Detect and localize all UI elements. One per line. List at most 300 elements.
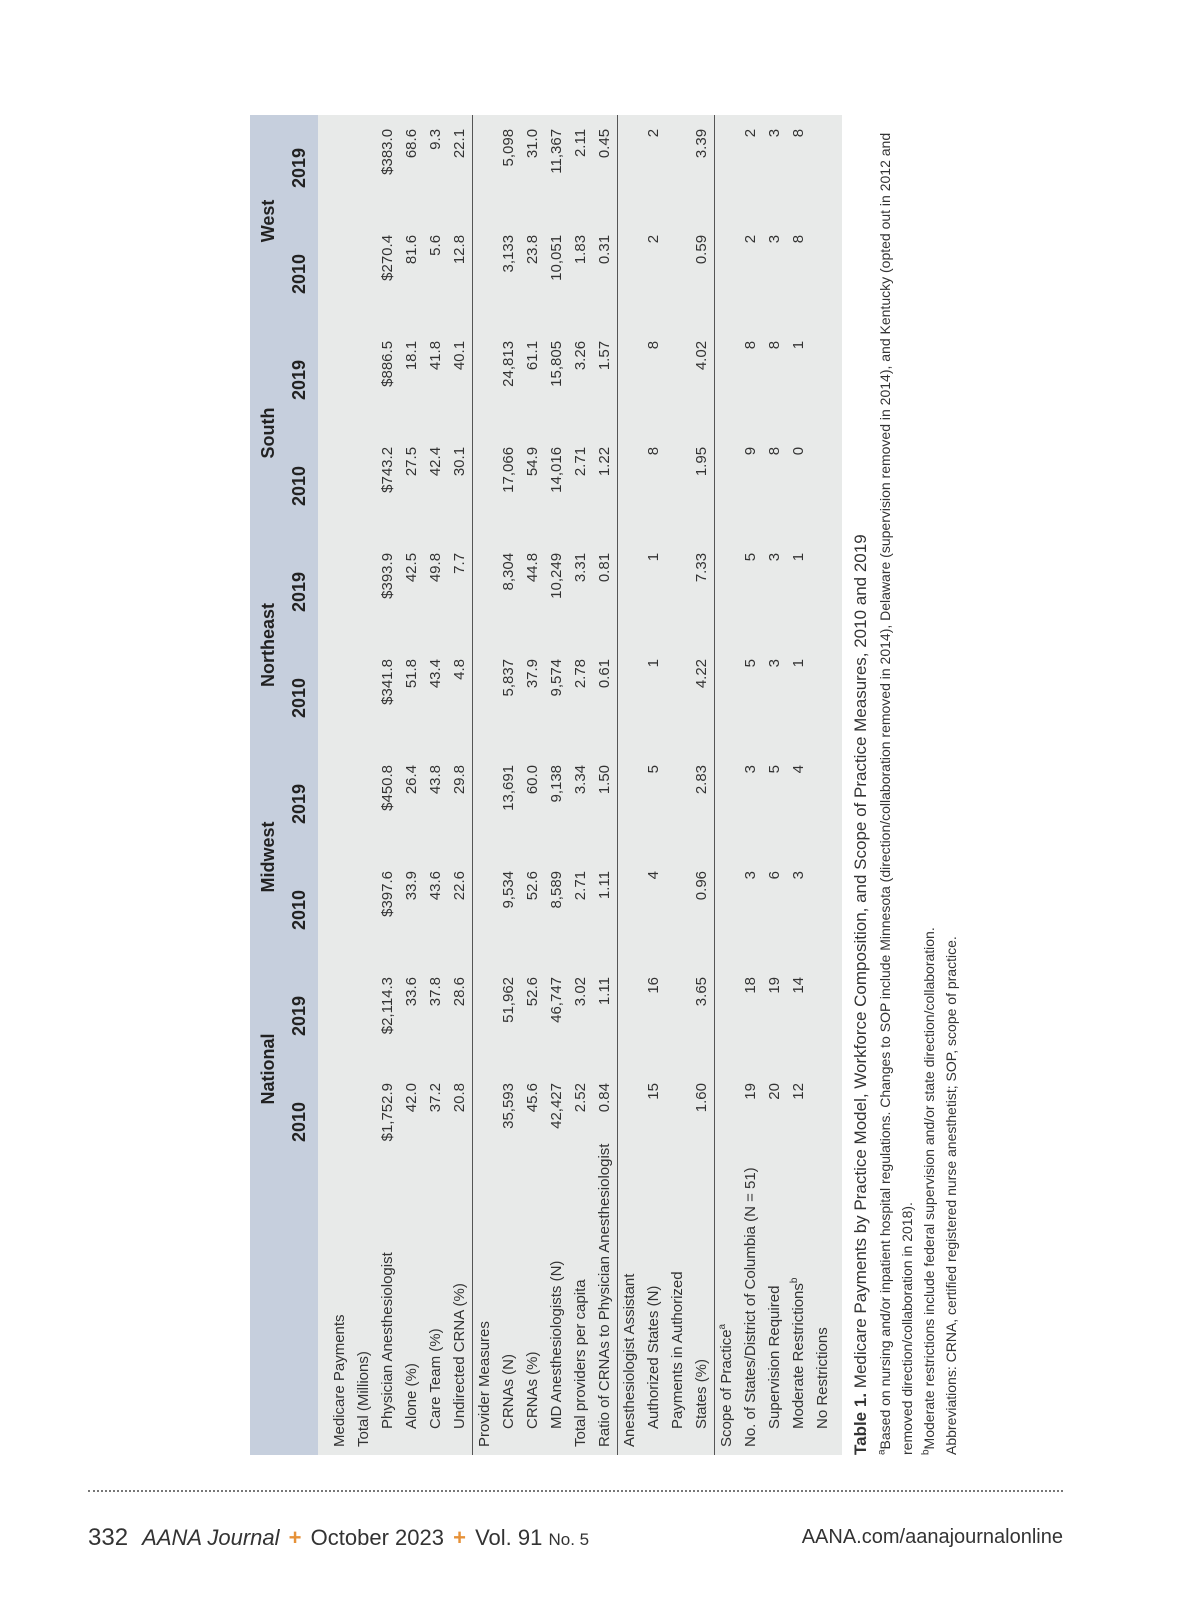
table-cell: 12.8 (451, 234, 468, 265)
table-cell: 2.83 (693, 764, 710, 795)
table-cell: 0.96 (693, 870, 710, 901)
table-cell: 14 (790, 976, 807, 994)
table-cell (473, 115, 498, 221)
table-row (593, 115, 618, 1455)
table-cell: 37.9 (524, 658, 541, 689)
separator-plus: + (288, 1525, 302, 1550)
table-cell: 18 (742, 976, 759, 994)
footer-dotted-divider (88, 1490, 1063, 1492)
table-cell: 1 (790, 552, 807, 562)
row-label (352, 1175, 376, 1455)
table-cell: 5.6 (427, 234, 444, 256)
footnote-a (874, 115, 918, 1455)
table-cell (352, 1069, 376, 1175)
table-cell (715, 963, 740, 1069)
table-cell: 3.26 (572, 340, 589, 371)
table-cell (618, 751, 643, 857)
header-region-northeast: Northeast (250, 539, 283, 751)
table-cell (715, 645, 740, 751)
table-cell (352, 963, 376, 1069)
table-cell: 2.71 (572, 870, 589, 901)
table-row (569, 115, 593, 1455)
table-cell (618, 539, 643, 645)
table-cell (352, 221, 376, 327)
table-cell: 7.7 (451, 552, 468, 574)
table-cell: 1 (790, 340, 807, 350)
table-cell: 5,098 (500, 128, 517, 167)
table-row (424, 115, 448, 1455)
table-cell (328, 751, 352, 857)
table-cell: 10,051 (548, 234, 565, 281)
table-cell: 2 (742, 234, 759, 244)
table-cell: 61.1 (524, 340, 541, 371)
table-cell: 3.31 (572, 552, 589, 583)
table-cell: 35,593 (500, 1083, 517, 1129)
table-number: Table 1. (851, 1392, 870, 1455)
table-cell (328, 433, 352, 539)
table-cell (473, 327, 498, 433)
page-number: 332 (88, 1524, 129, 1551)
table-cell (811, 433, 835, 539)
table-cell: 54.9 (524, 446, 541, 477)
row-label-text: No Restrictions (814, 1327, 831, 1429)
table-cell: 3 (742, 870, 759, 880)
table-row (690, 115, 715, 1455)
table-cell (715, 857, 740, 963)
table-row (739, 115, 763, 1455)
table-cell: 3.02 (572, 976, 589, 1007)
table-cell: 9,138 (548, 764, 565, 803)
table-cell: 42.4 (427, 446, 444, 477)
table-cell: 17,066 (500, 446, 517, 493)
table-cell: 7.33 (693, 552, 710, 583)
row-label (763, 1175, 787, 1455)
table-cell: $886.5 (379, 340, 396, 387)
table-row (473, 115, 498, 1455)
table-cell (618, 857, 643, 963)
table-cell (666, 433, 690, 539)
table-cell (715, 327, 740, 433)
table-cell: 1.50 (596, 764, 613, 795)
table-cell: 30.1 (451, 446, 468, 477)
table-cell (328, 327, 352, 433)
table-cell: 3 (766, 658, 783, 668)
header-years-row (283, 115, 318, 1455)
table-cell: 1.11 (596, 976, 613, 1006)
table-cell: 9.3 (427, 128, 444, 150)
table-cell: 12 (790, 1083, 807, 1100)
table-cell: 11,367 (548, 128, 565, 174)
table-row (328, 115, 352, 1455)
table-cell: 45.6 (524, 1083, 541, 1113)
table-cell (715, 433, 740, 539)
row-label (545, 1175, 569, 1455)
row-label-text: No. of States/District of Columbia (N = 51) (742, 1167, 759, 1447)
table-cell (666, 221, 690, 327)
table-cell: 4.02 (693, 340, 710, 371)
table-cell: 26.4 (403, 764, 420, 795)
table-row (618, 115, 643, 1455)
table-cell (618, 433, 643, 539)
table-cell: 1 (790, 658, 807, 668)
table-cell: 43.4 (427, 658, 444, 689)
table-cell: 4.22 (693, 658, 710, 689)
table-row (666, 115, 690, 1455)
header-year: 2010 (283, 433, 318, 539)
row-label-text: Physician Anesthesiologist (379, 1252, 396, 1429)
footnote-b-marker: b (920, 1449, 932, 1455)
table-cell (473, 857, 498, 963)
footnote-b-text: Moderate restrictions include federal supervision and/or state direction/collaboration. (921, 927, 937, 1450)
table-cell: 2.78 (572, 658, 589, 689)
table-cell: 27.5 (403, 446, 420, 477)
header-year: 2010 (283, 857, 318, 963)
table-cell: 2.71 (572, 446, 589, 477)
table-cell: 0.81 (596, 552, 613, 583)
table-cell: 40.1 (451, 340, 468, 371)
row-label-text: Total providers per capita (572, 1279, 589, 1447)
table-cell: 1.57 (596, 340, 613, 371)
table-cell: 1 (645, 552, 662, 562)
row-label-text: Payments in Authorized (669, 1271, 686, 1429)
table-cell: $450.8 (379, 764, 396, 811)
table-cell: 3 (742, 764, 759, 774)
row-label-text: Anesthesiologist Assistant (621, 1273, 638, 1447)
row-label-text: CRNAs (%) (524, 1351, 541, 1429)
table-row (497, 115, 521, 1455)
table-cell: 3 (766, 128, 783, 138)
table-cell: 9,534 (500, 870, 517, 909)
table-cell (715, 221, 740, 327)
row-label (448, 1175, 473, 1455)
table-cell (352, 115, 376, 221)
table-cell: 24,813 (500, 340, 517, 387)
table-cell: 4 (645, 870, 662, 880)
table-cell: 0.61 (596, 658, 613, 689)
table-cell (473, 963, 498, 1069)
table-cell (352, 433, 376, 539)
table-title: Medicare Payments by Practice Model, Workforce Composition, and Scope of Practice Measures, 2010 and 2019 (851, 534, 870, 1389)
table-cell: 8,304 (500, 552, 517, 591)
table-cell (811, 751, 835, 857)
table-cell: 52.6 (524, 870, 541, 901)
table-cell (618, 115, 643, 221)
table-cell: 23.8 (524, 234, 541, 265)
table-cell (328, 963, 352, 1069)
table-row (400, 115, 424, 1455)
table-cell: 15,805 (548, 340, 565, 387)
table-cell: 5,837 (500, 658, 517, 697)
table-cell: 8 (790, 128, 807, 138)
table-cell (811, 857, 835, 963)
table-cell (352, 645, 376, 751)
table-cell: 4 (790, 764, 807, 774)
separator-plus: + (453, 1525, 466, 1550)
table-cell: 2.11 (572, 128, 589, 158)
row-label-text: Care Team (%) (427, 1328, 444, 1429)
header-blank (250, 1175, 283, 1455)
footnote-a-marker: a (876, 1449, 888, 1455)
row-label-text: States (%) (693, 1358, 710, 1429)
row-label-text: Moderate Restrictions (790, 1283, 807, 1429)
table-cell (666, 327, 690, 433)
footer-citation (88, 1524, 589, 1552)
header-year: 2019 (283, 115, 318, 221)
row-label (618, 1175, 643, 1455)
table-cell: 41.8 (427, 340, 444, 371)
table-cell: $341.8 (379, 658, 396, 705)
row-label (715, 1175, 740, 1455)
abbreviations: Abbreviations: CRNA, certified registered nurse anesthetist; SOP, scope of practice. (943, 936, 959, 1455)
table-cell: 68.6 (403, 128, 420, 159)
table-cell (473, 221, 498, 327)
table-cell (352, 857, 376, 963)
table-cell: 31.0 (524, 128, 541, 159)
header-year: 2010 (283, 221, 318, 327)
table-cell (811, 1069, 835, 1175)
table-cell (811, 645, 835, 751)
table-row (787, 115, 811, 1455)
header-year: 2019 (283, 963, 318, 1069)
table-cell: 8 (766, 446, 783, 456)
table-cell (666, 857, 690, 963)
table-cell: 51.8 (403, 658, 420, 689)
header-year: 2010 (283, 645, 318, 751)
table-cell: 1.95 (693, 446, 710, 477)
table-cell: 46,747 (548, 976, 565, 1023)
table-cell (328, 115, 352, 221)
row-label-text: Provider Measures (476, 1321, 493, 1447)
table-cell (811, 539, 835, 645)
row-label-text: Scope of Practice (718, 1329, 735, 1447)
row-label (328, 1175, 352, 1455)
row-label (497, 1175, 521, 1455)
table-cell: 0.84 (596, 1083, 613, 1113)
table-row (811, 115, 835, 1455)
table-cell: 8 (790, 234, 807, 244)
caption-title-line (850, 115, 872, 1455)
row-label (666, 1175, 690, 1455)
table-cell (811, 115, 835, 221)
table-cell: 15 (645, 1083, 662, 1100)
table-cell (473, 645, 498, 751)
table-cell: 37.2 (427, 1083, 444, 1113)
table-cell: $383.0 (379, 128, 396, 175)
table-cell (473, 1069, 498, 1175)
table-cell: 20.8 (451, 1083, 468, 1113)
table-cell: 81.6 (403, 234, 420, 265)
table-row (352, 115, 376, 1455)
table-cell (618, 1069, 643, 1175)
table-cell: 10,249 (548, 552, 565, 599)
row-label (473, 1175, 498, 1455)
table-cell: 8,589 (548, 870, 565, 909)
row-label (811, 1175, 835, 1455)
table-cell: 51,962 (500, 976, 517, 1023)
table-cell: 42.0 (403, 1083, 420, 1113)
footnote-marker: b (789, 1277, 800, 1284)
table-cell: 19 (742, 1083, 759, 1100)
table-row (715, 115, 740, 1455)
spacer-row (318, 115, 328, 1455)
table-cell: 22.1 (451, 128, 468, 159)
table-cell: 2.52 (572, 1083, 589, 1113)
issue-number: No. 5 (548, 1530, 590, 1549)
table-cell: 3.34 (572, 764, 589, 795)
table-cell: 14,016 (548, 446, 565, 493)
header-year: 2019 (283, 751, 318, 857)
table-cell: 3,133 (500, 234, 517, 273)
table-cell: 8 (766, 340, 783, 350)
table-cell (811, 221, 835, 327)
table-row (763, 115, 787, 1455)
table-cell: 2 (645, 128, 662, 138)
row-label-text: Supervision Required (766, 1285, 783, 1429)
journal-name: AANA Journal (142, 1525, 280, 1550)
table-cell: 1.83 (572, 234, 589, 265)
table-body (318, 115, 835, 1455)
row-label (424, 1175, 448, 1455)
table-cell: 5 (766, 764, 783, 774)
table-cell: 0.31 (596, 234, 613, 265)
table-cell (473, 539, 498, 645)
header-region-national: National (250, 963, 283, 1175)
table-cell: 52.6 (524, 976, 541, 1007)
row-label-text: MD Anesthesiologists (N) (548, 1260, 565, 1429)
table-cell (666, 539, 690, 645)
table-cell: 44.8 (524, 552, 541, 583)
header-year: 2019 (283, 539, 318, 645)
header-region-west: West (250, 115, 283, 327)
row-label (400, 1175, 424, 1455)
table-cell (666, 115, 690, 221)
table-cell: 13,691 (500, 764, 517, 811)
row-label-text: Alone (%) (403, 1363, 420, 1429)
header-region-south: South (250, 327, 283, 539)
table-cell: 42,427 (548, 1083, 565, 1129)
header-blank (283, 1175, 318, 1455)
row-label (569, 1175, 593, 1455)
footnote-marker: a (717, 1323, 728, 1330)
table-cell: 5 (645, 764, 662, 774)
rotated-table-page (250, 115, 959, 1455)
data-table (250, 115, 835, 1455)
table-cell: 22.6 (451, 870, 468, 901)
table-cell (328, 1069, 352, 1175)
table-row (521, 115, 545, 1455)
table-cell: 1 (645, 658, 662, 668)
volume: Vol. 91 (475, 1525, 543, 1550)
row-label-text: Authorized States (N) (645, 1285, 662, 1429)
table-cell (618, 221, 643, 327)
header-region-midwest: Midwest (250, 751, 283, 963)
table-cell (328, 857, 352, 963)
table-cell: 28.6 (451, 976, 468, 1007)
table-cell: 43.8 (427, 764, 444, 795)
row-label-text: Ratio of CRNAs to Physician Anesthesiologist (596, 1143, 613, 1447)
table-cell: 29.8 (451, 764, 468, 795)
row-label (376, 1175, 400, 1455)
table-cell: 33.6 (403, 976, 420, 1007)
table-cell: 3 (766, 552, 783, 562)
table-cell: 8 (645, 340, 662, 350)
table-cell: 0.59 (693, 234, 710, 265)
table-cell: 20 (766, 1083, 783, 1100)
table-cell (352, 751, 376, 857)
table-cell: $743.2 (379, 446, 396, 493)
table-cell: 6 (766, 870, 783, 880)
table-cell (473, 751, 498, 857)
table-cell (715, 115, 740, 221)
table-cell: 33.9 (403, 870, 420, 901)
table-caption (850, 115, 962, 1455)
data-table-container (250, 115, 842, 1455)
footnote-a-text: Based on nursing and/or inpatient hospital regulations. Changes to SOP include Minnesota (direction/collaboration removed in 2014), Delaware (supervision removed in 2014), and Kentucky (opted out in 2012 and removed direction/collaboration in 2018). (877, 132, 915, 1455)
footnote-b (918, 115, 940, 1455)
row-label (787, 1175, 811, 1455)
table-cell: 16 (645, 976, 662, 994)
table-cell: $2,114.3 (379, 976, 396, 1035)
table-cell (811, 327, 835, 433)
table-cell (328, 645, 352, 751)
table-cell (666, 1069, 690, 1175)
table-cell: 2 (742, 128, 759, 138)
table-cell: 0.45 (596, 128, 613, 159)
table-cell (715, 1069, 740, 1175)
table-cell (618, 963, 643, 1069)
table-row (448, 115, 473, 1455)
row-label (690, 1175, 715, 1455)
table-cell (666, 751, 690, 857)
table-cell: 60.0 (524, 764, 541, 795)
header-regions-row (250, 115, 283, 1455)
table-cell: 3.39 (693, 128, 710, 159)
journal-url: AANA.com/aanajournalonline (801, 1526, 1063, 1548)
table-cell: $397.6 (379, 870, 396, 917)
table-cell: 9,574 (548, 658, 565, 697)
row-label (593, 1143, 618, 1455)
table-cell: 18.1 (403, 340, 420, 371)
table-cell (811, 963, 835, 1069)
table-row (642, 115, 666, 1455)
table-cell (715, 539, 740, 645)
table-cell: 49.8 (427, 552, 444, 583)
table-cell (618, 327, 643, 433)
header-year: 2010 (283, 1069, 318, 1175)
table-cell: $1,752.9 (379, 1083, 396, 1142)
table-cell: 0 (790, 446, 807, 456)
row-label-text: Medicare Payments (331, 1314, 348, 1447)
row-label (739, 1167, 763, 1455)
table-row (545, 115, 569, 1455)
table-cell: 8 (742, 340, 759, 350)
table-cell: 19 (766, 976, 783, 994)
table-cell: $393.9 (379, 552, 396, 599)
table-cell: 37.8 (427, 976, 444, 1007)
table-cell: 5 (742, 552, 759, 562)
table-cell (328, 221, 352, 327)
table-row (376, 115, 400, 1455)
table-cell: 3.65 (693, 976, 710, 1007)
table-cell (715, 751, 740, 857)
table-cell: $270.4 (379, 234, 396, 281)
table-cell (352, 539, 376, 645)
table-cell: 42.5 (403, 552, 420, 583)
table-cell: 2 (645, 234, 662, 244)
table-cell (352, 327, 376, 433)
table-cell (618, 645, 643, 751)
table-cell (328, 539, 352, 645)
